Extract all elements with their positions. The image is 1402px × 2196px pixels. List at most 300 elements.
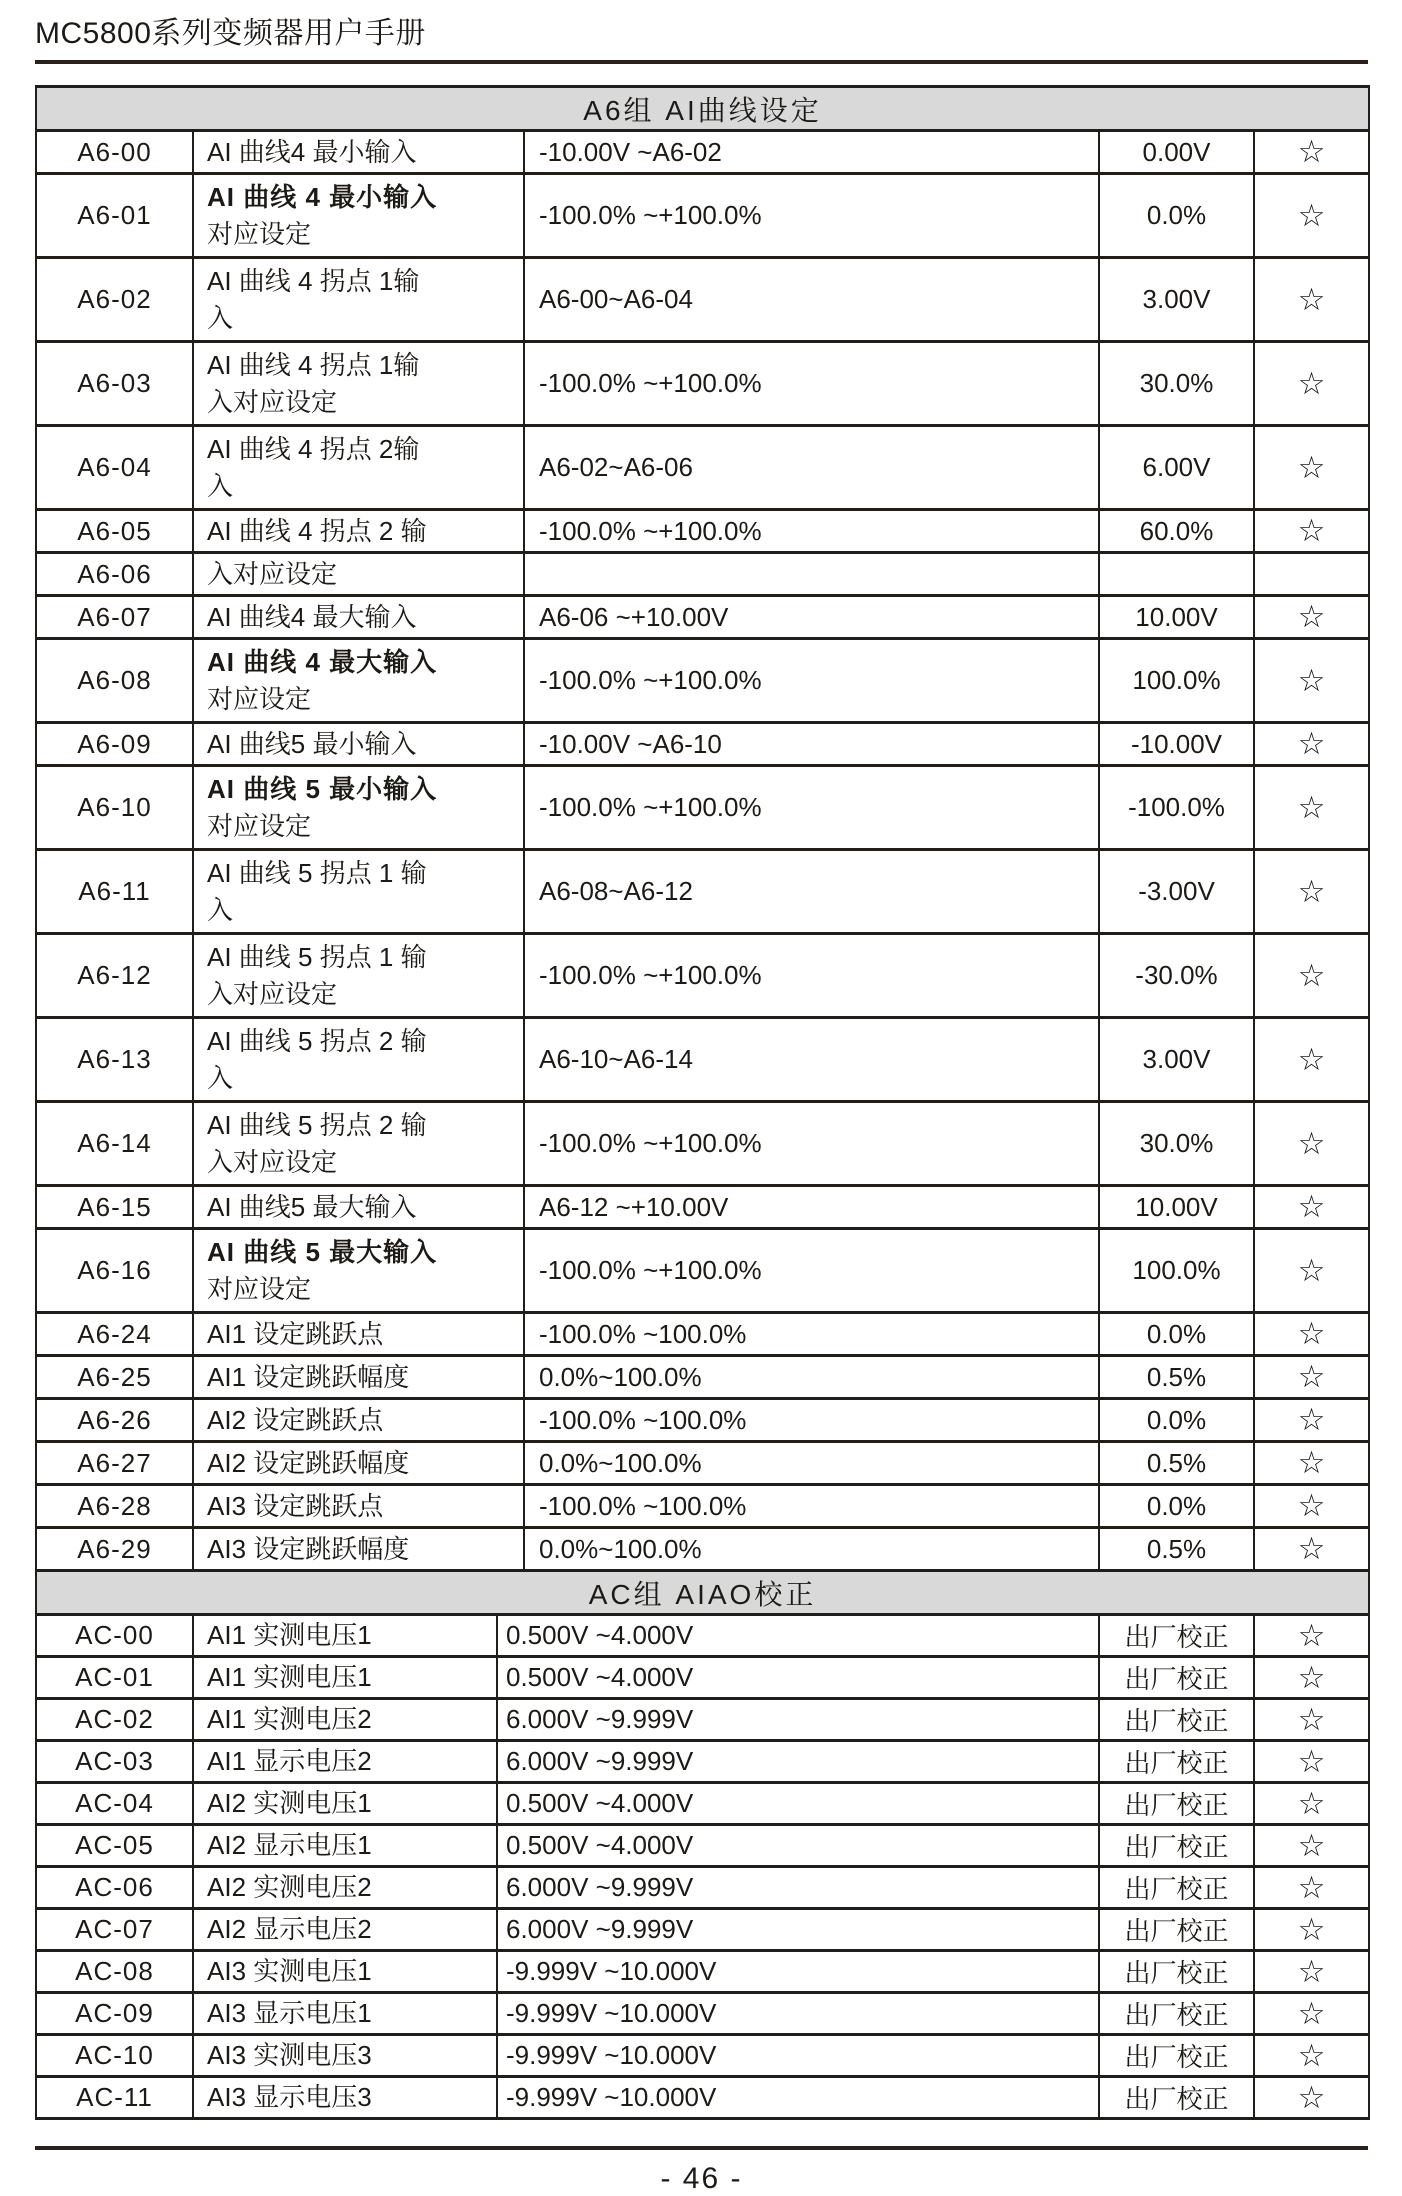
param-name-line: AI 曲线5 最大输入 xyxy=(207,1191,417,1222)
param-name-cell xyxy=(193,1867,497,1909)
star-icon: ☆ xyxy=(1297,662,1326,698)
param-name-cell xyxy=(193,1699,497,1741)
param-name-line: AI1 设定跳跃幅度 xyxy=(207,1361,410,1392)
param-name-line: 对应设定 xyxy=(207,810,312,841)
param-row-AC-07 xyxy=(36,1909,1369,1951)
star-cell xyxy=(1254,1186,1369,1229)
param-range-cell: 0.0%~100.0% xyxy=(524,1356,1099,1399)
param-name-cell xyxy=(193,553,524,596)
param-name-line: AI1 实测电压1 xyxy=(207,1620,372,1651)
param-code-cell: AC-11 xyxy=(36,2077,193,2119)
param-name-cell xyxy=(193,258,524,342)
param-code-cell: A6-12 xyxy=(36,934,193,1018)
param-name-cell xyxy=(193,723,524,766)
param-range-cell: -100.0% ~+100.0% xyxy=(524,1229,1099,1313)
param-code-cell: A6-03 xyxy=(36,342,193,426)
param-row-AC-01 xyxy=(36,1657,1369,1699)
param-default-cell: 3.00V xyxy=(1099,1018,1254,1102)
star-cell xyxy=(1254,1783,1369,1825)
param-range-cell: -100.0% ~+100.0% xyxy=(524,934,1099,1018)
param-range-cell: A6-08~A6-12 xyxy=(524,850,1099,934)
param-default-cell: 0.0% xyxy=(1099,1485,1254,1528)
param-name-line: AI 曲线4 最小输入 xyxy=(207,136,417,167)
param-code-cell: A6-11 xyxy=(36,850,193,934)
param-name-line: AI2 设定跳跃幅度 xyxy=(207,1447,410,1478)
param-code-cell: A6-02 xyxy=(36,258,193,342)
param-default-cell: 6.00V xyxy=(1099,426,1254,510)
param-row-A6-29 xyxy=(36,1528,1369,1571)
star-icon: ☆ xyxy=(1297,1125,1326,1161)
param-range-cell: 0.0%~100.0% xyxy=(524,1442,1099,1485)
param-default-cell: 出厂校正 xyxy=(1099,1825,1254,1867)
star-cell xyxy=(1254,131,1369,174)
param-row-A6-11 xyxy=(36,850,1369,934)
param-range-cell: 6.000V ~9.999V xyxy=(497,1909,1099,1951)
param-row-AC-04 xyxy=(36,1783,1369,1825)
star-cell xyxy=(1254,639,1369,723)
star-icon: ☆ xyxy=(1297,1869,1326,1905)
param-default-cell: -3.00V xyxy=(1099,850,1254,934)
param-name-cell xyxy=(193,342,524,426)
param-name-line: AI2 设定跳跃点 xyxy=(207,1404,384,1435)
param-row-A6-10 xyxy=(36,766,1369,850)
param-name-line: AI3 实测电压3 xyxy=(207,2040,372,2071)
star-cell xyxy=(1254,553,1369,596)
param-name-line: AI 曲线 4 拐点 2 输 xyxy=(207,515,427,546)
param-range-cell: -10.00V ~A6-02 xyxy=(524,131,1099,174)
param-name-line: AI 曲线5 最小输入 xyxy=(207,728,417,759)
star-icon: ☆ xyxy=(1297,1531,1326,1566)
manual-page xyxy=(35,0,1368,2196)
param-name-line: AI1 实测电压2 xyxy=(207,1704,372,1735)
param-row-A6-00 xyxy=(36,131,1369,174)
param-code-cell: A6-28 xyxy=(36,1485,193,1528)
star-icon: ☆ xyxy=(1297,1911,1326,1947)
star-cell xyxy=(1254,1313,1369,1356)
param-code-cell: A6-08 xyxy=(36,639,193,723)
param-code-cell: A6-26 xyxy=(36,1399,193,1442)
param-range-cell: A6-02~A6-06 xyxy=(524,426,1099,510)
param-name-line: AI2 实测电压2 xyxy=(207,1872,372,1903)
param-name-line: 入 xyxy=(207,302,234,333)
param-name-cell xyxy=(193,2035,497,2077)
param-range-cell: A6-00~A6-04 xyxy=(524,258,1099,342)
param-name-cell xyxy=(193,1102,524,1186)
param-default-cell: 100.0% xyxy=(1099,1229,1254,1313)
param-name-line: AI 曲线 5 最大输入 xyxy=(207,1236,438,1267)
param-name-line: 入 xyxy=(207,894,234,925)
param-default-cell: 10.00V xyxy=(1099,596,1254,639)
star-cell xyxy=(1254,1657,1369,1699)
param-range-cell: -9.999V ~10.000V xyxy=(497,2077,1099,2119)
param-name-line: AI 曲线 5 拐点 2 输 xyxy=(207,1109,427,1140)
param-code-cell: A6-14 xyxy=(36,1102,193,1186)
param-default-cell: 出厂校正 xyxy=(1099,1615,1254,1657)
param-name-line: 对应设定 xyxy=(207,1273,312,1304)
param-name-line: 对应设定 xyxy=(207,683,312,714)
star-cell xyxy=(1254,1825,1369,1867)
param-name-line: AI 曲线 4 最大输入 xyxy=(207,646,438,677)
param-name-line: AI3 设定跳跃点 xyxy=(207,1490,384,1521)
param-row-AC-02 xyxy=(36,1699,1369,1741)
param-range-cell: 6.000V ~9.999V xyxy=(497,1867,1099,1909)
star-icon: ☆ xyxy=(1297,197,1326,233)
param-row-AC-00 xyxy=(36,1615,1369,1657)
param-row-AC-05 xyxy=(36,1825,1369,1867)
star-icon: ☆ xyxy=(1297,1316,1326,1351)
param-name-line: 入 xyxy=(207,470,234,501)
param-row-A6-07 xyxy=(36,596,1369,639)
param-name-cell xyxy=(193,1186,524,1229)
param-default-cell: 60.0% xyxy=(1099,510,1254,553)
param-row-A6-03 xyxy=(36,342,1369,426)
star-icon: ☆ xyxy=(1297,1488,1326,1523)
star-icon: ☆ xyxy=(1297,2079,1326,2115)
param-name-line: 入对应设定 xyxy=(207,1146,338,1177)
param-row-AC-11 xyxy=(36,2077,1369,2119)
star-cell xyxy=(1254,426,1369,510)
param-range-cell: -100.0% ~+100.0% xyxy=(524,342,1099,426)
star-cell xyxy=(1254,510,1369,553)
param-default-cell: 0.0% xyxy=(1099,174,1254,258)
param-row-A6-02 xyxy=(36,258,1369,342)
param-range-cell: -100.0% ~100.0% xyxy=(524,1399,1099,1442)
param-row-A6-25 xyxy=(36,1356,1369,1399)
param-code-cell: A6-05 xyxy=(36,510,193,553)
star-cell xyxy=(1254,174,1369,258)
star-cell xyxy=(1254,1951,1369,1993)
star-icon: ☆ xyxy=(1297,1359,1326,1394)
star-cell xyxy=(1254,596,1369,639)
param-default-cell: 30.0% xyxy=(1099,342,1254,426)
star-icon: ☆ xyxy=(1297,281,1326,317)
param-row-A6-16 xyxy=(36,1229,1369,1313)
param-range-cell: -9.999V ~10.000V xyxy=(497,2035,1099,2077)
param-range-cell: -100.0% ~100.0% xyxy=(524,1485,1099,1528)
param-range-cell: 0.500V ~4.000V xyxy=(497,1657,1099,1699)
param-range-cell: -100.0% ~+100.0% xyxy=(524,639,1099,723)
star-cell xyxy=(1254,1699,1369,1741)
param-name-cell xyxy=(193,850,524,934)
param-name-line: AI1 设定跳跃点 xyxy=(207,1318,384,1349)
param-code-cell: AC-08 xyxy=(36,1951,193,1993)
param-default-cell: -10.00V xyxy=(1099,723,1254,766)
param-name-cell xyxy=(193,1442,524,1485)
param-code-cell: AC-00 xyxy=(36,1615,193,1657)
param-row-AC-08 xyxy=(36,1951,1369,1993)
star-cell xyxy=(1254,1018,1369,1102)
param-name-cell xyxy=(193,596,524,639)
param-default-cell: 0.5% xyxy=(1099,1528,1254,1571)
star-icon: ☆ xyxy=(1297,1701,1326,1737)
param-range-cell: -9.999V ~10.000V xyxy=(497,1951,1099,1993)
param-name-line: AI3 显示电压1 xyxy=(207,1998,372,2029)
param-default-cell: 100.0% xyxy=(1099,639,1254,723)
param-name-line: AI3 实测电压1 xyxy=(207,1956,372,1987)
param-range-cell: -9.999V ~10.000V xyxy=(497,1993,1099,2035)
param-default-cell: 出厂校正 xyxy=(1099,1909,1254,1951)
star-cell xyxy=(1254,1867,1369,1909)
param-row-A6-12 xyxy=(36,934,1369,1018)
param-code-cell: AC-01 xyxy=(36,1657,193,1699)
param-name-cell xyxy=(193,1657,497,1699)
param-default-cell: 0.0% xyxy=(1099,1313,1254,1356)
star-icon: ☆ xyxy=(1297,1445,1326,1480)
star-icon: ☆ xyxy=(1297,1189,1326,1224)
param-range-cell: 0.500V ~4.000V xyxy=(497,1615,1099,1657)
param-name-cell xyxy=(193,1018,524,1102)
param-code-cell: A6-01 xyxy=(36,174,193,258)
star-cell xyxy=(1254,1356,1369,1399)
param-default-cell: -30.0% xyxy=(1099,934,1254,1018)
param-name-cell xyxy=(193,1825,497,1867)
star-icon: ☆ xyxy=(1297,599,1326,634)
param-row-A6-15 xyxy=(36,1186,1369,1229)
param-code-cell: A6-07 xyxy=(36,596,193,639)
param-name-cell xyxy=(193,1313,524,1356)
star-cell xyxy=(1254,342,1369,426)
section-header-row xyxy=(36,87,1369,131)
footer-rule xyxy=(35,2146,1368,2150)
param-code-cell: A6-09 xyxy=(36,723,193,766)
param-code-cell: A6-06 xyxy=(36,553,193,596)
param-name-line: AI2 显示电压2 xyxy=(207,1914,372,1945)
star-cell xyxy=(1254,766,1369,850)
param-range-cell: -100.0% ~+100.0% xyxy=(524,766,1099,850)
param-default-cell: 0.5% xyxy=(1099,1442,1254,1485)
star-cell xyxy=(1254,2077,1369,2119)
param-range-cell: 0.500V ~4.000V xyxy=(497,1825,1099,1867)
star-cell xyxy=(1254,1229,1369,1313)
param-row-AC-03 xyxy=(36,1741,1369,1783)
star-icon: ☆ xyxy=(1297,1953,1326,1989)
param-default-cell: 出厂校正 xyxy=(1099,1867,1254,1909)
star-icon: ☆ xyxy=(1297,726,1326,761)
param-name-cell xyxy=(193,1356,524,1399)
param-range-cell: 0.500V ~4.000V xyxy=(497,1783,1099,1825)
star-cell xyxy=(1254,934,1369,1018)
param-code-cell: A6-25 xyxy=(36,1356,193,1399)
param-default-cell: 0.00V xyxy=(1099,131,1254,174)
star-icon: ☆ xyxy=(1297,365,1326,401)
param-name-cell xyxy=(193,1741,497,1783)
param-code-cell: A6-13 xyxy=(36,1018,193,1102)
param-name-cell xyxy=(193,1399,524,1442)
param-code-cell: AC-03 xyxy=(36,1741,193,1783)
star-cell xyxy=(1254,2035,1369,2077)
param-range-cell: -100.0% ~+100.0% xyxy=(524,1102,1099,1186)
param-name-cell xyxy=(193,1615,497,1657)
param-name-line: 入 xyxy=(207,1062,234,1093)
param-code-cell: A6-24 xyxy=(36,1313,193,1356)
param-default-cell: 出厂校正 xyxy=(1099,1783,1254,1825)
param-name-line: AI2 显示电压1 xyxy=(207,1830,372,1861)
header-rule xyxy=(35,60,1368,64)
param-default-cell: -100.0% xyxy=(1099,766,1254,850)
star-cell xyxy=(1254,258,1369,342)
param-code-cell: A6-27 xyxy=(36,1442,193,1485)
page-title: MC5800系列变频器用户手册 xyxy=(35,17,426,50)
star-icon: ☆ xyxy=(1297,2037,1326,2073)
param-default-cell: 10.00V xyxy=(1099,1186,1254,1229)
param-name-line: AI 曲线 5 拐点 1 输 xyxy=(207,857,427,888)
param-default-cell: 出厂校正 xyxy=(1099,1657,1254,1699)
param-name-line: AI 曲线 4 最小输入 xyxy=(207,181,438,212)
param-default-cell: 0.0% xyxy=(1099,1399,1254,1442)
param-code-cell: A6-16 xyxy=(36,1229,193,1313)
param-row-AC-10 xyxy=(36,2035,1369,2077)
param-code-cell: AC-09 xyxy=(36,1993,193,2035)
param-range-cell: 6.000V ~9.999V xyxy=(497,1741,1099,1783)
star-cell xyxy=(1254,1528,1369,1571)
star-icon: ☆ xyxy=(1297,1252,1326,1288)
a6-parameter-table xyxy=(35,85,1370,1572)
param-default-cell: 出厂校正 xyxy=(1099,1951,1254,1993)
param-default-cell: 30.0% xyxy=(1099,1102,1254,1186)
param-code-cell: A6-04 xyxy=(36,426,193,510)
param-default-cell: 出厂校正 xyxy=(1099,2077,1254,2119)
ac-parameter-table xyxy=(35,1569,1370,2120)
param-row-A6-28 xyxy=(36,1485,1369,1528)
param-name-cell xyxy=(193,1783,497,1825)
star-icon: ☆ xyxy=(1297,1827,1326,1863)
param-code-cell: A6-15 xyxy=(36,1186,193,1229)
param-name-cell xyxy=(193,1528,524,1571)
param-range-cell: 6.000V ~9.999V xyxy=(497,1699,1099,1741)
param-name-cell xyxy=(193,1951,497,1993)
param-name-line: AI 曲线 4 拐点 2输 xyxy=(207,433,420,464)
star-icon: ☆ xyxy=(1297,1617,1326,1653)
star-icon: ☆ xyxy=(1297,1659,1326,1695)
param-code-cell: AC-06 xyxy=(36,1867,193,1909)
param-default-cell: 出厂校正 xyxy=(1099,1741,1254,1783)
star-cell xyxy=(1254,1399,1369,1442)
page-number: - 46 - xyxy=(660,2162,743,2195)
param-name-line: AI 曲线 5 拐点 1 输 xyxy=(207,941,427,972)
star-icon: ☆ xyxy=(1297,134,1326,169)
param-name-line: AI3 显示电压3 xyxy=(207,2082,372,2113)
param-row-A6-24 xyxy=(36,1313,1369,1356)
star-cell xyxy=(1254,1102,1369,1186)
star-icon: ☆ xyxy=(1297,957,1326,993)
param-name-line: AI 曲线 4 拐点 1输 xyxy=(207,349,420,380)
param-name-cell xyxy=(193,766,524,850)
star-icon: ☆ xyxy=(1297,1785,1326,1821)
star-icon: ☆ xyxy=(1297,1041,1326,1077)
param-name-cell xyxy=(193,1485,524,1528)
param-code-cell: A6-29 xyxy=(36,1528,193,1571)
param-range-cell: -100.0% ~100.0% xyxy=(524,1313,1099,1356)
param-range-cell xyxy=(524,553,1099,596)
param-row-A6-13 xyxy=(36,1018,1369,1102)
param-name-cell xyxy=(193,131,524,174)
param-row-A6-05 xyxy=(36,510,1369,553)
star-cell xyxy=(1254,1741,1369,1783)
param-name-line: 入对应设定 xyxy=(207,558,338,589)
param-default-cell xyxy=(1099,553,1254,596)
param-code-cell: A6-10 xyxy=(36,766,193,850)
star-cell xyxy=(1254,1615,1369,1657)
param-row-AC-06 xyxy=(36,1867,1369,1909)
star-cell xyxy=(1254,723,1369,766)
param-name-line: AI2 实测电压1 xyxy=(207,1788,372,1819)
param-name-line: AI1 实测电压1 xyxy=(207,1662,372,1693)
star-cell xyxy=(1254,850,1369,934)
param-name-cell xyxy=(193,2077,497,2119)
param-range-cell: A6-06 ~+10.00V xyxy=(524,596,1099,639)
star-icon: ☆ xyxy=(1297,449,1326,485)
param-name-cell xyxy=(193,1229,524,1313)
param-row-A6-27 xyxy=(36,1442,1369,1485)
param-range-cell: -100.0% ~+100.0% xyxy=(524,510,1099,553)
param-name-cell xyxy=(193,639,524,723)
param-row-A6-01 xyxy=(36,174,1369,258)
param-code-cell: AC-04 xyxy=(36,1783,193,1825)
star-icon: ☆ xyxy=(1297,1995,1326,2031)
param-code-cell: AC-02 xyxy=(36,1699,193,1741)
param-default-cell: 出厂校正 xyxy=(1099,1993,1254,2035)
param-name-line: AI 曲线 5 拐点 2 输 xyxy=(207,1025,427,1056)
param-name-line: AI3 设定跳跃幅度 xyxy=(207,1533,410,1564)
param-name-cell xyxy=(193,1993,497,2035)
star-icon: ☆ xyxy=(1297,513,1326,548)
param-code-cell: A6-00 xyxy=(36,131,193,174)
param-range-cell: 0.0%~100.0% xyxy=(524,1528,1099,1571)
param-name-line: AI 曲线 5 最小输入 xyxy=(207,773,438,804)
param-row-A6-14 xyxy=(36,1102,1369,1186)
param-default-cell: 出厂校正 xyxy=(1099,1699,1254,1741)
param-row-A6-09 xyxy=(36,723,1369,766)
param-name-cell xyxy=(193,510,524,553)
param-name-line: 对应设定 xyxy=(207,218,312,249)
star-icon: ☆ xyxy=(1297,873,1326,909)
param-name-line: AI 曲线4 最大输入 xyxy=(207,601,417,632)
section-title: A6组 AI曲线设定 xyxy=(36,87,1369,131)
param-code-cell: AC-10 xyxy=(36,2035,193,2077)
param-row-A6-06 xyxy=(36,553,1369,596)
param-name-cell xyxy=(193,174,524,258)
param-name-cell xyxy=(193,934,524,1018)
param-row-A6-04 xyxy=(36,426,1369,510)
param-name-line: 入对应设定 xyxy=(207,978,338,1009)
param-name-line: 入对应设定 xyxy=(207,386,338,417)
star-cell xyxy=(1254,1442,1369,1485)
section-header-row xyxy=(36,1571,1369,1615)
star-cell xyxy=(1254,1909,1369,1951)
param-name-line: AI 曲线 4 拐点 1输 xyxy=(207,265,420,296)
section-title: AC组 AIAO校正 xyxy=(36,1571,1369,1615)
star-cell xyxy=(1254,1485,1369,1528)
param-name-cell xyxy=(193,1909,497,1951)
param-row-A6-08 xyxy=(36,639,1369,723)
star-icon: ☆ xyxy=(1297,1743,1326,1779)
param-row-AC-09 xyxy=(36,1993,1369,2035)
star-icon: ☆ xyxy=(1297,789,1326,825)
param-code-cell: AC-05 xyxy=(36,1825,193,1867)
param-code-cell: AC-07 xyxy=(36,1909,193,1951)
param-default-cell: 出厂校正 xyxy=(1099,2035,1254,2077)
param-default-cell: 3.00V xyxy=(1099,258,1254,342)
star-cell xyxy=(1254,1993,1369,2035)
param-range-cell: A6-10~A6-14 xyxy=(524,1018,1099,1102)
param-row-A6-26 xyxy=(36,1399,1369,1442)
param-range-cell: A6-12 ~+10.00V xyxy=(524,1186,1099,1229)
param-range-cell: -100.0% ~+100.0% xyxy=(524,174,1099,258)
star-icon: ☆ xyxy=(1297,1402,1326,1437)
param-name-line: AI1 显示电压2 xyxy=(207,1746,372,1777)
param-default-cell: 0.5% xyxy=(1099,1356,1254,1399)
param-range-cell: -10.00V ~A6-10 xyxy=(524,723,1099,766)
